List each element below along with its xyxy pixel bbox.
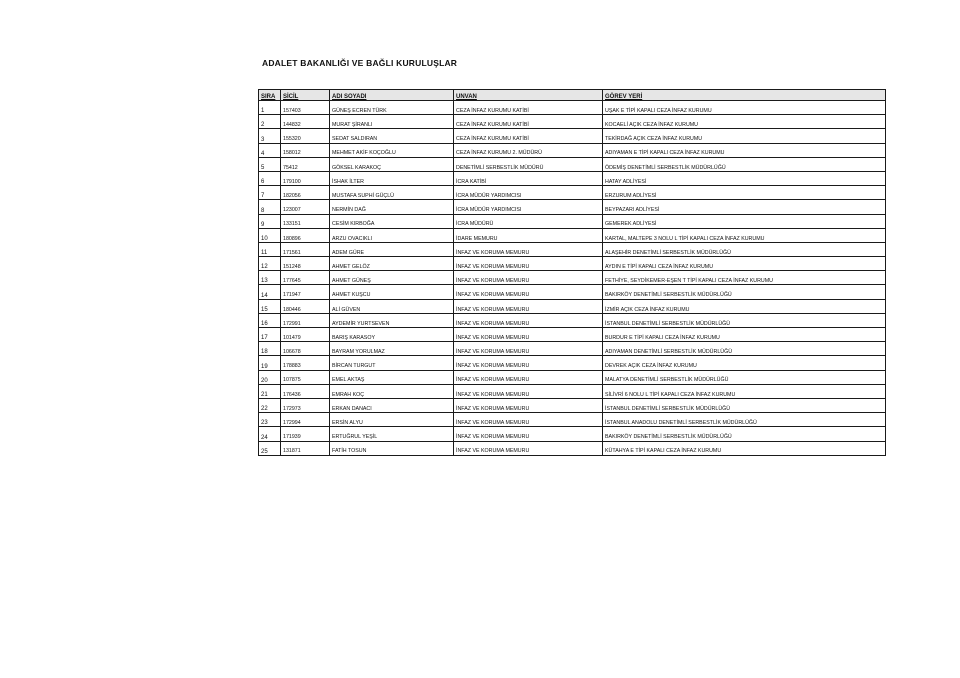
cell-unvan: CEZA İNFAZ KURUMU KATİBİ [454, 115, 603, 129]
cell-sicil: 172994 [281, 413, 330, 427]
table-row [259, 200, 886, 214]
cell-unvan: İNFAZ VE KORUMA MEMURU [454, 285, 603, 299]
cell-sira: 14 [259, 285, 281, 299]
cell-adi-soyadi: SEDAT SALDIRAN [330, 129, 454, 143]
cell-adi-soyadi: EMRAH KOÇ [330, 384, 454, 398]
cell-gorev-yeri: İSTANBUL DENETİMLİ SERBESTLİK MÜDÜRLÜĞÜ [603, 398, 886, 412]
table-row [259, 115, 886, 129]
cell-sira: 5 [259, 157, 281, 171]
cell-gorev-yeri: ÖDEMİŞ DENETİMLİ SERBESTLİK MÜDÜRLÜĞÜ [603, 157, 886, 171]
cell-sira: 9 [259, 214, 281, 228]
column-header-gorev-yeri: GÖREV YERİ [603, 90, 886, 101]
table-row [259, 186, 886, 200]
cell-gorev-yeri: SİLİVRİ 6 NOLU L TİPİ KAPALI CEZA İNFAZ KURUMU [603, 384, 886, 398]
cell-sicil: 171947 [281, 285, 330, 299]
document-title: ADALET BAKANLIĞI VE BAĞLI KURULUŞLAR [262, 58, 458, 68]
cell-unvan: İNFAZ VE KORUMA MEMURU [454, 299, 603, 313]
cell-gorev-yeri: ALAŞEHİR DENETİMLİ SERBESTLİK MÜDÜRLÜĞÜ [603, 242, 886, 256]
cell-gorev-yeri: KARTAL, MALTEPE 3 NOLU L TİPİ KAPALI CEZA İNFAZ KURUMU [603, 228, 886, 242]
cell-adi-soyadi: ADEM GÜRE [330, 242, 454, 256]
cell-adi-soyadi: GÖKSEL KARAKOÇ [330, 157, 454, 171]
cell-gorev-yeri: KÜTAHYA E TİPİ KAPALI CEZA İNFAZ KURUMU [603, 441, 886, 455]
cell-sira: 13 [259, 271, 281, 285]
cell-sira: 20 [259, 370, 281, 384]
cell-gorev-yeri: İZMİR AÇIK CEZA İNFAZ KURUMU [603, 299, 886, 313]
table-row [259, 129, 886, 143]
cell-gorev-yeri: BEYPAZARI ADLİYESİ [603, 200, 886, 214]
table-row [259, 356, 886, 370]
cell-unvan: İNFAZ VE KORUMA MEMURU [454, 356, 603, 370]
column-header-sicil: SİCİL [281, 90, 330, 101]
cell-adi-soyadi: MEHMET AKİF KOÇOĞLU [330, 143, 454, 157]
cell-sira: 24 [259, 427, 281, 441]
cell-sicil: 158012 [281, 143, 330, 157]
table-row [259, 441, 886, 455]
cell-unvan: DENETİMLİ SERBESTLİK MÜDÜRÜ [454, 157, 603, 171]
cell-sira: 8 [259, 200, 281, 214]
cell-gorev-yeri: BAKIRKÖY DENETİMLİ SERBESTLİK MÜDÜRLÜĞÜ [603, 285, 886, 299]
column-header-sira: SIRA [259, 90, 281, 101]
cell-sicil: 180896 [281, 228, 330, 242]
cell-adi-soyadi: BAYRAM YORULMAZ [330, 342, 454, 356]
cell-gorev-yeri: TEKİRDAĞ AÇIK CEZA İNFAZ KURUMU [603, 129, 886, 143]
cell-adi-soyadi: NERMİN DAĞ [330, 200, 454, 214]
cell-sicil: 176436 [281, 384, 330, 398]
cell-unvan: İCRA MÜDÜRÜ [454, 214, 603, 228]
cell-gorev-yeri: GEMEREK ADLİYESİ [603, 214, 886, 228]
cell-unvan: İNFAZ VE KORUMA MEMURU [454, 328, 603, 342]
cell-adi-soyadi: ARZU OVACIKLI [330, 228, 454, 242]
cell-adi-soyadi: FATİH TOSUN [330, 441, 454, 455]
cell-adi-soyadi: ALİ GÜVEN [330, 299, 454, 313]
cell-sicil: 172973 [281, 398, 330, 412]
cell-sira: 19 [259, 356, 281, 370]
table-row [259, 157, 886, 171]
cell-adi-soyadi: ERTUĞRUL YEŞİL [330, 427, 454, 441]
cell-gorev-yeri: BURDUR E TİPİ KAPALI CEZA İNFAZ KURUMU [603, 328, 886, 342]
cell-unvan: İNFAZ VE KORUMA MEMURU [454, 370, 603, 384]
table-row [259, 427, 886, 441]
table-row [259, 228, 886, 242]
cell-unvan: İNFAZ VE KORUMA MEMURU [454, 242, 603, 256]
cell-unvan: İNFAZ VE KORUMA MEMURU [454, 313, 603, 327]
table-row [259, 171, 886, 185]
cell-sira: 12 [259, 257, 281, 271]
cell-sira: 3 [259, 129, 281, 143]
table-row [259, 370, 886, 384]
cell-sicil: 182056 [281, 186, 330, 200]
cell-sicil: 171939 [281, 427, 330, 441]
column-header-unvan: UNVAN [454, 90, 603, 101]
cell-sicil: 179100 [281, 171, 330, 185]
cell-sira: 6 [259, 171, 281, 185]
cell-gorev-yeri: BAKIRKÖY DENETİMLİ SERBESTLİK MÜDÜRLÜĞÜ [603, 427, 886, 441]
cell-adi-soyadi: İSHAK İLTER [330, 171, 454, 185]
cell-unvan: İNFAZ VE KORUMA MEMURU [454, 271, 603, 285]
cell-unvan: CEZA İNFAZ KURUMU KATİBİ [454, 129, 603, 143]
cell-gorev-yeri: ADIYAMAN DENETİMLİ SERBESTLİK MÜDÜRLÜĞÜ [603, 342, 886, 356]
cell-sicil: 151248 [281, 257, 330, 271]
cell-sira: 23 [259, 413, 281, 427]
cell-adi-soyadi: AHMET GÜNEŞ [330, 271, 454, 285]
cell-sicil: 144832 [281, 115, 330, 129]
cell-unvan: İNFAZ VE KORUMA MEMURU [454, 257, 603, 271]
cell-adi-soyadi: GÜNEŞ ECREN TÜRK [330, 101, 454, 115]
cell-sicil: 75412 [281, 157, 330, 171]
cell-sira: 10 [259, 228, 281, 242]
cell-unvan: İCRA MÜDÜR YARDIMCISI [454, 200, 603, 214]
cell-sira: 21 [259, 384, 281, 398]
table-row [259, 257, 886, 271]
cell-adi-soyadi: MUSTAFA SUPHİ GÜÇLÜ [330, 186, 454, 200]
cell-sicil: 172991 [281, 313, 330, 327]
cell-gorev-yeri: ADIYAMAN E TİPİ KAPALI CEZA İNFAZ KURUMU [603, 143, 886, 157]
cell-sira: 16 [259, 313, 281, 327]
table-row [259, 214, 886, 228]
cell-sicil: 178883 [281, 356, 330, 370]
table-row [259, 143, 886, 157]
table-body [259, 101, 886, 456]
cell-unvan: İCRA KATİBİ [454, 171, 603, 185]
column-header-adi-soyadi: ADI SOYADI [330, 90, 454, 101]
cell-unvan: İNFAZ VE KORUMA MEMURU [454, 398, 603, 412]
cell-sira: 1 [259, 101, 281, 115]
cell-adi-soyadi: AYDEMİR YURTSEVEN [330, 313, 454, 327]
table-row [259, 299, 886, 313]
cell-sira: 2 [259, 115, 281, 129]
cell-sicil: 133151 [281, 214, 330, 228]
cell-adi-soyadi: MURAT ŞİRANLI [330, 115, 454, 129]
table-row [259, 413, 886, 427]
table-row [259, 384, 886, 398]
cell-unvan: İNFAZ VE KORUMA MEMURU [454, 441, 603, 455]
table-row [259, 313, 886, 327]
table-row [259, 271, 886, 285]
cell-unvan: İDARE MEMURU [454, 228, 603, 242]
cell-unvan: İNFAZ VE KORUMA MEMURU [454, 413, 603, 427]
cell-unvan: İCRA MÜDÜR YARDIMCISI [454, 186, 603, 200]
cell-sicil: 123007 [281, 200, 330, 214]
cell-sira: 4 [259, 143, 281, 157]
table-row [259, 328, 886, 342]
cell-sicil: 106678 [281, 342, 330, 356]
cell-unvan: İNFAZ VE KORUMA MEMURU [454, 427, 603, 441]
cell-adi-soyadi: BİRCAN TURGUT [330, 356, 454, 370]
cell-gorev-yeri: MALATYA DENETİMLİ SERBESTLİK MÜDÜRLÜĞÜ [603, 370, 886, 384]
cell-sicil: 171561 [281, 242, 330, 256]
cell-gorev-yeri: UŞAK E TİPİ KAPALI CEZA İNFAZ KURUMU [603, 101, 886, 115]
cell-adi-soyadi: ERKAN DANACI [330, 398, 454, 412]
cell-unvan: CEZA İNFAZ KURUMU KATİBİ [454, 101, 603, 115]
cell-adi-soyadi: EMEL AKTAŞ [330, 370, 454, 384]
cell-sicil: 155320 [281, 129, 330, 143]
cell-sira: 22 [259, 398, 281, 412]
cell-gorev-yeri: ERZURUM ADLİYESİ [603, 186, 886, 200]
cell-sicil: 101479 [281, 328, 330, 342]
cell-sicil: 107875 [281, 370, 330, 384]
cell-gorev-yeri: HATAY ADLİYESİ [603, 171, 886, 185]
cell-sira: 15 [259, 299, 281, 313]
cell-adi-soyadi: CESİM KIRBOĞA [330, 214, 454, 228]
cell-gorev-yeri: DEVREK AÇIK CEZA İNFAZ KURUMU [603, 356, 886, 370]
cell-sira: 18 [259, 342, 281, 356]
cell-adi-soyadi: AHMET GELÖZ [330, 257, 454, 271]
cell-gorev-yeri: FETHİYE, SEYDİKEMER-EŞEN T TİPİ KAPALI CEZA İNFAZ KURUMU [603, 271, 886, 285]
cell-sicil: 177645 [281, 271, 330, 285]
cell-unvan: İNFAZ VE KORUMA MEMURU [454, 342, 603, 356]
table-row [259, 242, 886, 256]
cell-unvan: İNFAZ VE KORUMA MEMURU [454, 384, 603, 398]
table-row [259, 101, 886, 115]
cell-sira: 17 [259, 328, 281, 342]
cell-adi-soyadi: BARIŞ KARASOY [330, 328, 454, 342]
cell-sicil: 157403 [281, 101, 330, 115]
table-header-row [259, 90, 886, 101]
cell-gorev-yeri: KOCAELİ AÇIK CEZA İNFAZ KURUMU [603, 115, 886, 129]
cell-gorev-yeri: İSTANBUL ANADOLU DENETİMLİ SERBESTLİK MÜDÜRLÜĞÜ [603, 413, 886, 427]
cell-adi-soyadi: ERSİN ALYU [330, 413, 454, 427]
cell-sicil: 180446 [281, 299, 330, 313]
cell-gorev-yeri: AYDIN E TİPİ KAPALI CEZA İNFAZ KURUMU [603, 257, 886, 271]
table-row [259, 398, 886, 412]
cell-sira: 25 [259, 441, 281, 455]
table-row [259, 342, 886, 356]
personnel-table [258, 89, 886, 456]
cell-adi-soyadi: AHMET KUŞCU [330, 285, 454, 299]
cell-sira: 11 [259, 242, 281, 256]
table-row [259, 285, 886, 299]
cell-gorev-yeri: İSTANBUL DENETİMLİ SERBESTLİK MÜDÜRLÜĞÜ [603, 313, 886, 327]
cell-sira: 7 [259, 186, 281, 200]
cell-unvan: CEZA İNFAZ KURUMU 2. MÜDÜRÜ [454, 143, 603, 157]
cell-sicil: 131871 [281, 441, 330, 455]
